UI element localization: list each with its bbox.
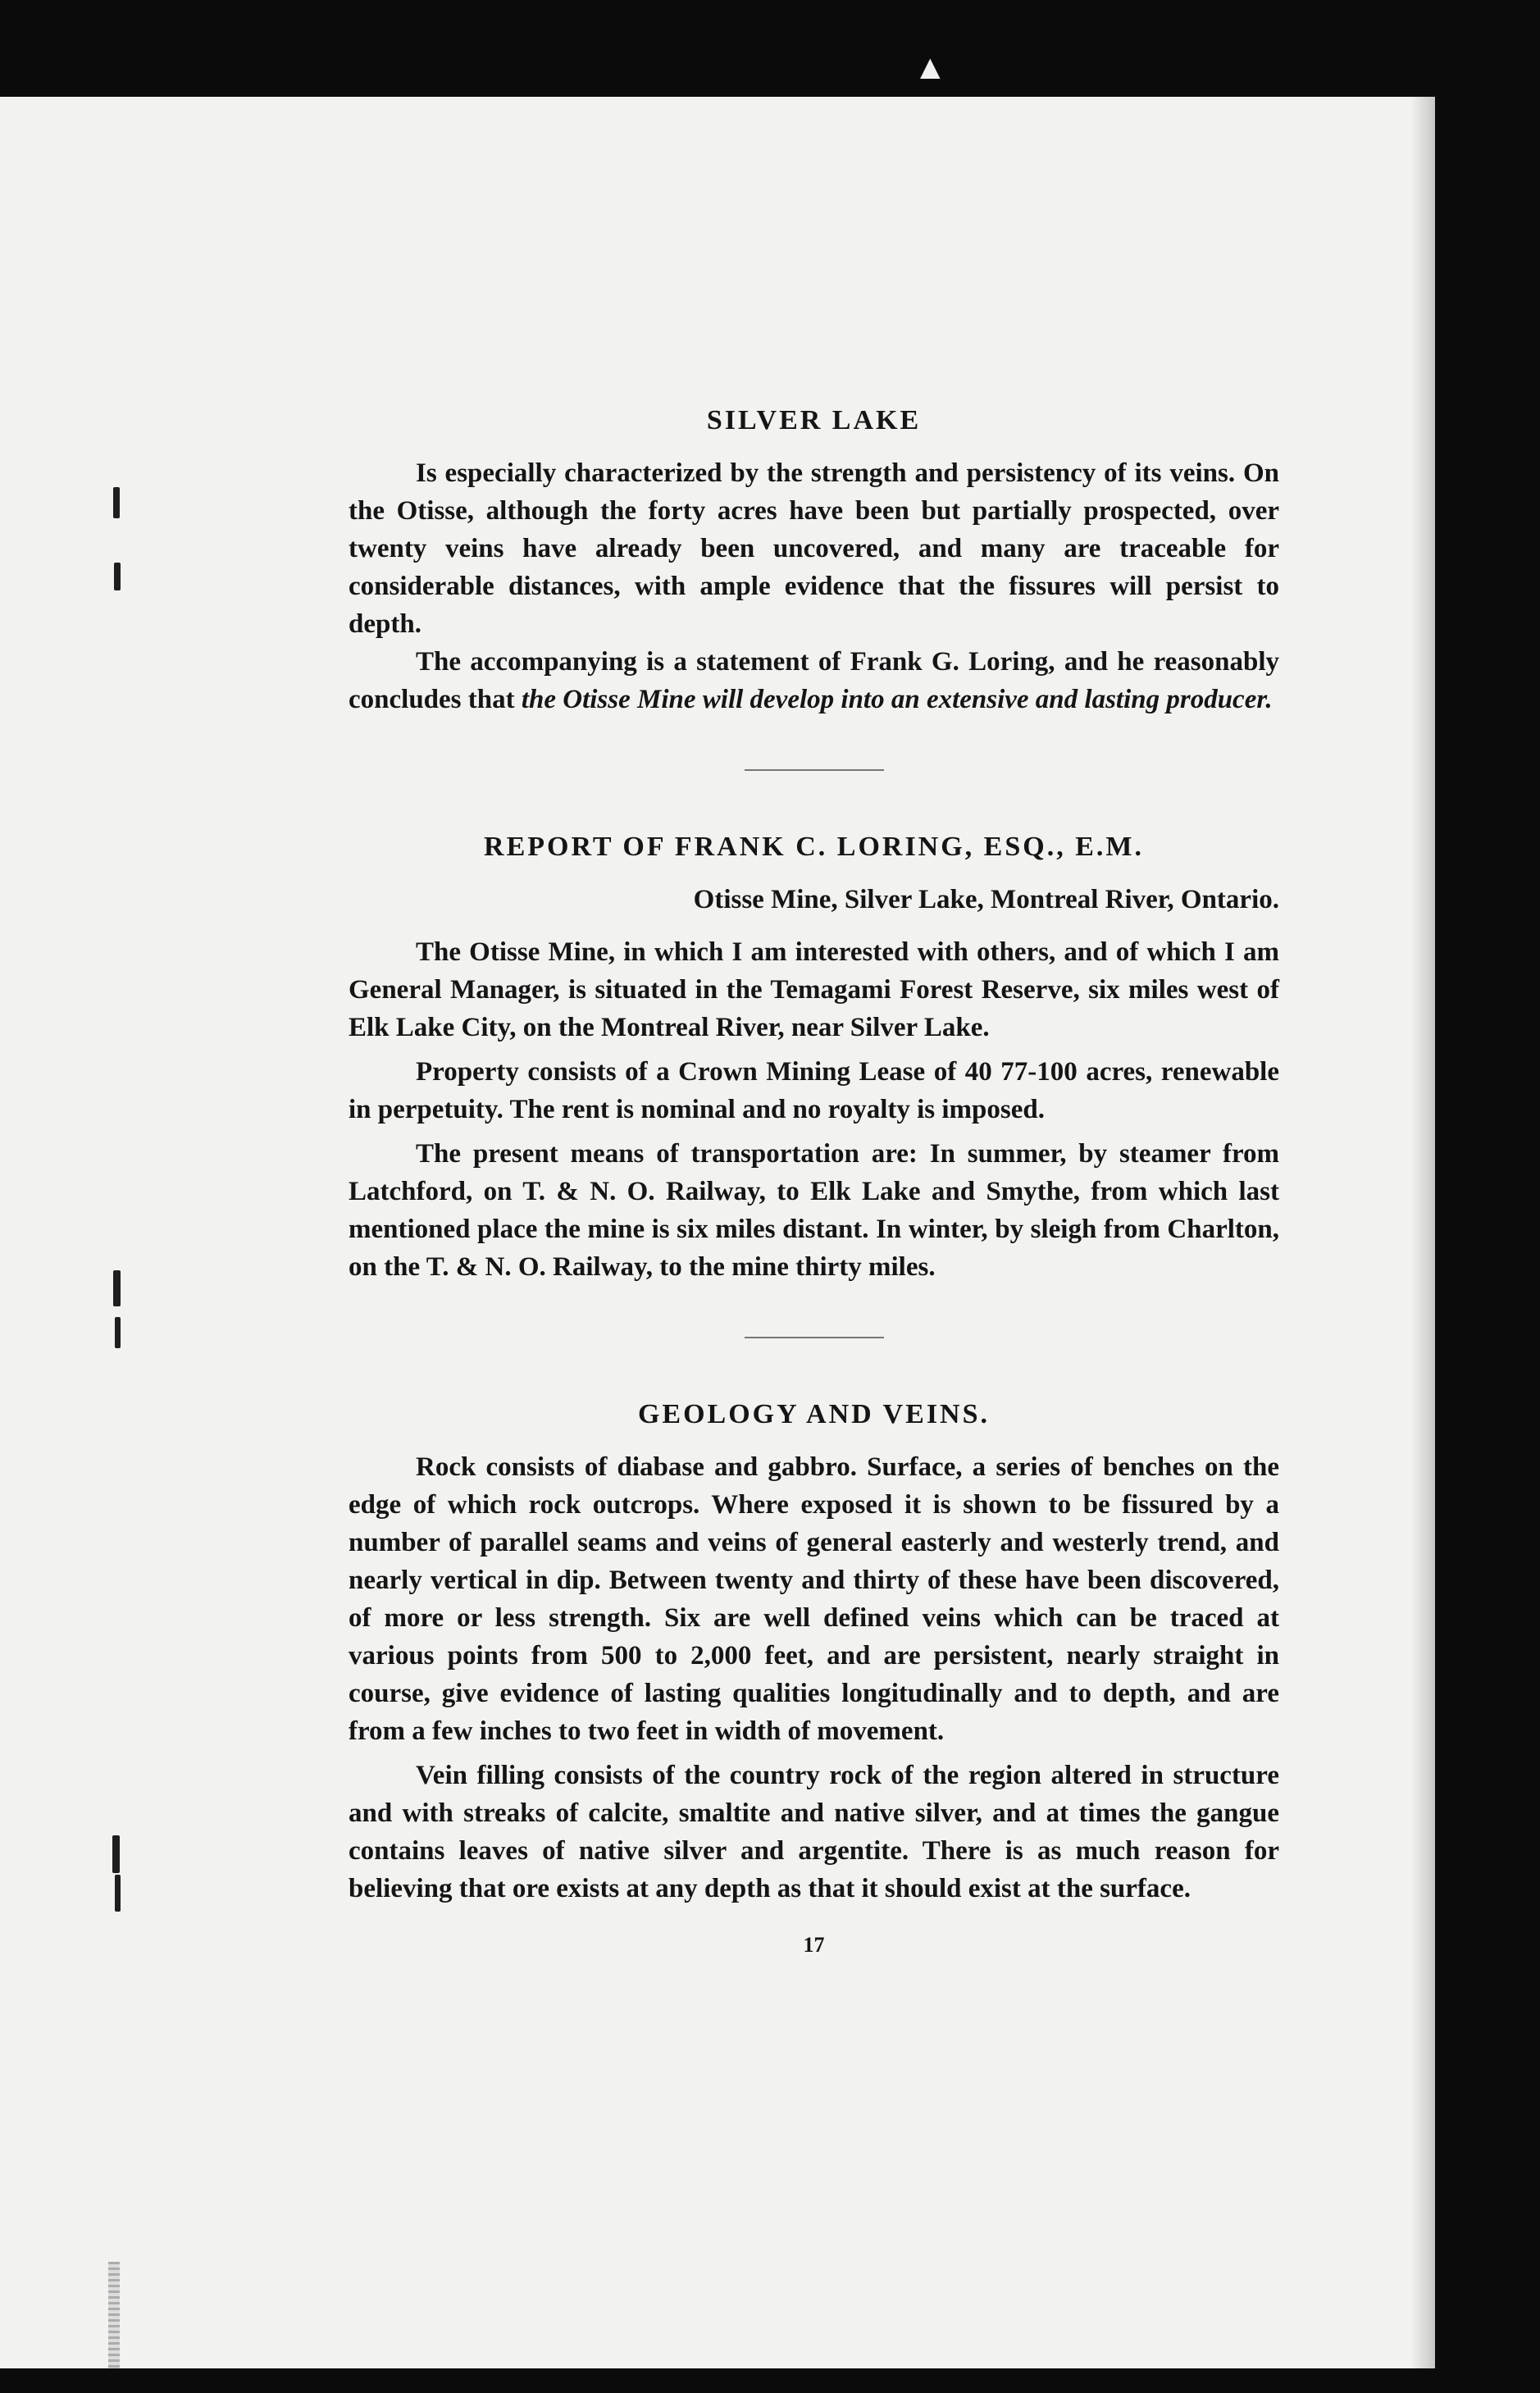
left-edge-mark: [115, 1317, 121, 1348]
section-title-report: REPORT OF FRANK C. LORING, ESQ., E.M.: [484, 832, 1144, 862]
report-location: Otisse Mine, Silver Lake, Montreal River, Ontario.: [693, 885, 1279, 914]
section-divider: [745, 1337, 884, 1338]
report-paragraph: The present means of transportation are: In summer, by steamer from Latchford, on T. & N. O. Railway, to Elk Lake and Smythe, from which last mentioned place the mine is six miles distant. In winter, by sleigh from Charlton, on the T. & N. O. Railway, to the mine thirty miles.: [349, 1139, 1279, 1282]
scan-mark-icon: ▲: [920, 51, 941, 82]
statement-intro-text: The accompanying is a statement of Frank G. Loring, and he reasonably concludes that: [349, 647, 1279, 714]
article-content: [349, 402, 1279, 1960]
geology-paragraph: Vein filling consists of the country rock of the region altered in structure and with streaks of calcite, smaltite and native silver, and at times the gangue contains leaves of native silver and argentite. There is as much reason for believing that ore exists at any depth as that it should exist at the surface.: [349, 1761, 1279, 1903]
section-title-silver-lake: SILVER LAKE: [706, 405, 922, 435]
left-edge-mark: [114, 563, 121, 590]
left-edge-mark: [115, 1875, 121, 1912]
report-paragraph: Property consists of a Crown Mining Lease of 40 77-100 acres, renewable in perpetuity. The rent is nominal and no royalty is imposed.: [349, 1057, 1279, 1124]
page-number: 17: [803, 1933, 825, 1957]
silver-lake-statement: [349, 643, 1279, 718]
left-edge-mark: [113, 1270, 121, 1306]
report-paragraph: The Otisse Mine, in which I am interested with others, and of which I am General Manager, is situated in the Temagami Forest Reserve, six miles west of Elk Lake City, on the Montreal River, near Silver Lake.: [349, 937, 1279, 1042]
geology-paragraph: Rock consists of diabase and gabbro. Surface, a series of benches on the edge of which rock outcrops. Where exposed it is shown to be fissured by a number of parallel seams and veins of general easterly and westerly trend, and nearly vertical in dip. Between twenty and thirty of these have been discovered, of more or less strength. Six are well defined veins which can be traced at various points from 500 to 2,000 feet, and are persistent, nearly straight in course, give evidence of lasting qualities longitudinally and to depth, and are from a few inches to two feet in width of movement.: [349, 1452, 1279, 1746]
left-edge-mark: [112, 1835, 120, 1873]
section-divider: [745, 769, 884, 771]
silver-lake-paragraph: Is especially characterized by the strength and persistency of its veins. On the Otisse, although the forty acres have been but partially prospected, over twenty veins have already been uncovered, and many are traceable for considerable distances, with ample evidence that the fissures will persist to depth.: [349, 458, 1279, 639]
left-edge-mark: [113, 487, 120, 518]
section-title-geology: GEOLOGY AND VEINS.: [637, 1399, 991, 1429]
document-page: [0, 97, 1435, 2368]
scan-spine-strip: [108, 2262, 120, 2368]
statement-conclusion-text: the Otisse Mine will develop into an extensive and lasting producer.: [521, 685, 1273, 714]
